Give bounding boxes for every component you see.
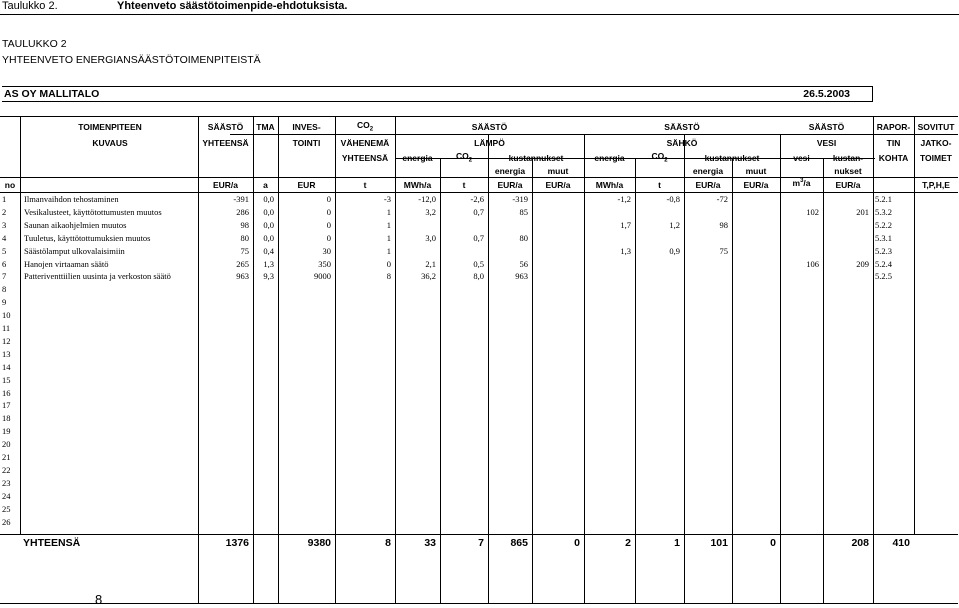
measure-description: Saunan aikaohjelmien muutos bbox=[24, 219, 127, 230]
total-lampo-kust-energia: 865 bbox=[510, 537, 528, 549]
cell-lco2: 8,0 bbox=[473, 271, 484, 282]
header-toimet: TOIMET bbox=[920, 153, 952, 163]
total-investointi: 9380 bbox=[307, 537, 331, 549]
header-rule-4 bbox=[0, 192, 958, 193]
row-number: 24 bbox=[2, 490, 11, 501]
cell-se: 1,7 bbox=[620, 219, 631, 230]
unit-m3: $m^3/a$ bbox=[792, 178, 811, 188]
unit-t-s: t bbox=[658, 180, 661, 190]
measure-description: Hanojen virtaaman säätö bbox=[24, 258, 109, 269]
header-kuvaus: KUVAUS bbox=[92, 138, 128, 148]
cell-le: 36,2 bbox=[421, 271, 436, 282]
header-l-yhteensa: YHTEENSÄ bbox=[341, 153, 389, 163]
cell-tma: 9,3 bbox=[263, 271, 274, 282]
header-s-energia: energia bbox=[594, 153, 625, 163]
cell-saasto: 75 bbox=[240, 245, 249, 256]
cell-sco2: 0,9 bbox=[669, 245, 680, 256]
cell-lco2: 0,5 bbox=[473, 258, 484, 269]
row-number: 21 bbox=[2, 452, 11, 462]
measure-description: Tuuletus, käyttötottumuksien muutos bbox=[24, 232, 151, 243]
report-section: 5.2.3 bbox=[875, 245, 892, 256]
header-l-kustannukset: kustannukset bbox=[508, 153, 564, 163]
row-number: 13 bbox=[2, 348, 11, 359]
header-tointi: TOINTI bbox=[292, 138, 321, 148]
cell-vk: 209 bbox=[856, 258, 869, 269]
row-number: 3 bbox=[2, 219, 7, 230]
col-line bbox=[584, 134, 585, 603]
header-l-kust-energia: energia bbox=[494, 166, 526, 176]
unit-eur-s2: EUR/a bbox=[743, 180, 769, 190]
report-date: 26.5.2003 bbox=[803, 88, 850, 100]
col-line bbox=[684, 134, 685, 603]
header-kohta: KOHTA bbox=[878, 153, 909, 163]
header-sovitut: SOVITUT bbox=[917, 122, 955, 132]
cell-co2: 1 bbox=[386, 206, 391, 217]
col-line bbox=[20, 117, 21, 534]
cell-co2: 0 bbox=[386, 258, 391, 269]
cell-lke: 80 bbox=[519, 232, 528, 243]
row-number: 10 bbox=[2, 310, 11, 321]
row-number: 12 bbox=[2, 335, 11, 346]
header-lampo: LÄMPÖ bbox=[474, 138, 505, 148]
unit-mwh-s: MWh/a bbox=[595, 180, 624, 190]
cell-se: -1,2 bbox=[617, 194, 631, 204]
row-number: 8 bbox=[2, 284, 7, 295]
cell-vv: 102 bbox=[806, 206, 819, 217]
table-ref: Taulukko 2. bbox=[2, 0, 58, 12]
row-number: 22 bbox=[2, 464, 11, 475]
cell-lco2: 0,7 bbox=[473, 232, 484, 243]
unit-t-l: t bbox=[462, 180, 466, 190]
cell-saasto: 265 bbox=[236, 258, 249, 269]
cell-inv: 0 bbox=[326, 206, 331, 217]
unit-t: t bbox=[363, 180, 367, 190]
cell-le: 2,1 bbox=[425, 258, 436, 269]
row-number: 9 bbox=[2, 297, 7, 308]
row-number: 17 bbox=[2, 400, 11, 411]
cell-ske: 98 bbox=[719, 219, 728, 230]
header-s-kustannukset: kustannukset bbox=[704, 153, 760, 163]
page-number: 8 bbox=[95, 592, 103, 607]
header-v-vesi: vesi bbox=[793, 153, 810, 163]
row-number: 18 bbox=[2, 413, 11, 424]
row-number: 20 bbox=[2, 439, 11, 450]
cell-le: -12,0 bbox=[418, 194, 436, 204]
col-line bbox=[873, 117, 874, 603]
row-number: 23 bbox=[2, 477, 11, 488]
cell-saasto: 963 bbox=[236, 271, 249, 282]
total-sahko-co2: 1 bbox=[674, 537, 680, 549]
total-sahko-kust-muut: 0 bbox=[770, 537, 776, 549]
cell-lke: 85 bbox=[519, 206, 528, 217]
cell-le: 3,0 bbox=[425, 232, 436, 243]
cell-tma: 0,4 bbox=[263, 245, 274, 256]
report-section: 5.2.4 bbox=[875, 258, 892, 269]
header-tin: TIN bbox=[886, 138, 901, 148]
cell-inv: 350 bbox=[318, 258, 331, 269]
cell-tma: 1,3 bbox=[263, 258, 274, 269]
header-s-kust-muut: muut bbox=[745, 166, 767, 176]
unit-eur-s1: EUR/a bbox=[695, 180, 721, 190]
cell-saasto: 286 bbox=[236, 206, 249, 217]
total-lampo-co2: 7 bbox=[478, 537, 484, 549]
cell-saasto: 80 bbox=[240, 232, 249, 243]
report-section: 5.2.2 bbox=[875, 219, 892, 230]
col-line bbox=[488, 134, 489, 603]
cell-sco2: -0,8 bbox=[666, 194, 680, 204]
measure-description: Ilmanvaihdon tehostaminen bbox=[24, 194, 119, 204]
cell-inv: 0 bbox=[326, 194, 331, 204]
row-number: 14 bbox=[2, 361, 11, 372]
cell-inv: 30 bbox=[322, 245, 331, 256]
cell-co2: 1 bbox=[386, 232, 391, 243]
header-vesi: VESI bbox=[816, 138, 837, 148]
header-rule-1 bbox=[230, 134, 958, 135]
total-lampo-energia: 33 bbox=[424, 537, 436, 549]
unit-eur-v: EUR/a bbox=[835, 180, 861, 190]
cell-lke: -319 bbox=[512, 194, 528, 204]
header-l-kust-muut: muut bbox=[547, 166, 569, 176]
cell-tma: 0,0 bbox=[263, 219, 274, 230]
cell-inv: 9000 bbox=[314, 271, 331, 282]
col-line bbox=[780, 134, 781, 603]
unit-no: no bbox=[4, 180, 16, 190]
cell-co2: 8 bbox=[386, 271, 391, 282]
cell-ske: 75 bbox=[719, 245, 728, 256]
row-number: 4 bbox=[2, 232, 7, 243]
cell-tma: 0,0 bbox=[263, 194, 274, 204]
cell-co2: 1 bbox=[386, 219, 391, 230]
header-rule bbox=[0, 14, 959, 15]
cell-co2: -3 bbox=[383, 194, 391, 204]
header-v-nukset: nukset bbox=[834, 166, 862, 176]
measure-description: Vesikalusteet, käyttötottumusten muutos bbox=[24, 206, 162, 217]
header-tma: TMA bbox=[256, 122, 275, 132]
table-title: YHTEENVETO ENERGIANSÄÄSTÖTOIMENPITEISTÄ bbox=[2, 54, 261, 66]
header-saasto-sahko: SÄÄSTÖ bbox=[664, 122, 700, 132]
header-jatko: JATKO- bbox=[920, 138, 952, 148]
header-vahenema: VÄHENEMÄ bbox=[340, 138, 390, 148]
row-number: 15 bbox=[2, 374, 11, 385]
row-number: 2 bbox=[2, 206, 7, 217]
report-section: 5.2.1 bbox=[875, 194, 892, 204]
header-s-co2: $CO_2$ bbox=[651, 151, 668, 164]
header-saasto-lampo: SÄÄSTÖ bbox=[471, 122, 508, 132]
cell-inv: 0 bbox=[326, 219, 331, 230]
header-l-energia: energia bbox=[402, 153, 433, 163]
total-saasto: 1376 bbox=[225, 537, 249, 549]
cell-sco2: 1,2 bbox=[669, 219, 680, 230]
measure-description: Säästölamput ulkovalaisimiin bbox=[24, 245, 125, 256]
cell-lke: 56 bbox=[519, 258, 528, 269]
header-rapor: RAPOR- bbox=[876, 122, 911, 132]
cell-vk: 201 bbox=[856, 206, 869, 217]
header-yhteensa: YHTEENSÄ bbox=[202, 138, 249, 148]
company-name: AS OY MALLITALO bbox=[4, 88, 100, 100]
row-number: 16 bbox=[2, 387, 11, 398]
document-title: Yhteenveto säästötoimenpide-ehdotuksista. bbox=[117, 0, 348, 12]
totals-rule bbox=[0, 534, 958, 535]
header-inves: INVES- bbox=[292, 122, 321, 132]
unit-eur-l1: EUR/a bbox=[497, 180, 523, 190]
cell-vv: 106 bbox=[806, 258, 819, 269]
row-number: 19 bbox=[2, 426, 11, 437]
header-saasto: SÄÄSTÖ bbox=[207, 122, 244, 132]
table-number: TAULUKKO 2 bbox=[2, 38, 67, 50]
total-co2: 8 bbox=[385, 537, 391, 549]
total-sahko-kust-energia: 101 bbox=[710, 537, 728, 549]
summary-table bbox=[0, 116, 958, 604]
report-section: 5.3.2 bbox=[875, 206, 892, 217]
cell-inv: 0 bbox=[326, 232, 331, 243]
report-section: 5.3.1 bbox=[875, 232, 892, 243]
cell-saasto: 98 bbox=[240, 219, 249, 230]
company-row bbox=[2, 86, 873, 102]
cell-tma: 0,0 bbox=[263, 206, 274, 217]
report-section: 5.2.5 bbox=[875, 271, 892, 282]
row-number: 6 bbox=[2, 258, 7, 269]
total-vesi-kustannukset: 208 bbox=[851, 537, 869, 549]
row-number: 26 bbox=[2, 516, 11, 527]
header-sahko: SÄHKÖ bbox=[666, 138, 698, 148]
cell-lke: 963 bbox=[515, 271, 528, 282]
header-l-co2: $CO_2$ bbox=[455, 151, 473, 164]
measure-description: Patteriventtiilien uusinta ja verkoston säätö bbox=[24, 271, 171, 282]
unit-a: a bbox=[263, 180, 268, 190]
row-number: 5 bbox=[2, 245, 7, 256]
total-lampo-kust-muut: 0 bbox=[574, 537, 580, 549]
cell-ske: -72 bbox=[716, 194, 728, 204]
totals-label: YHTEENSÄ bbox=[23, 537, 81, 549]
unit-eur: EUR bbox=[297, 180, 316, 190]
row-number: 11 bbox=[2, 323, 11, 333]
cell-le: 3,2 bbox=[425, 206, 436, 217]
header-toimenpiteen: TOIMENPITEEN bbox=[78, 122, 142, 132]
header-v-kustan: kustan- bbox=[832, 153, 864, 163]
unit-tphe: T,P,H,E bbox=[922, 180, 950, 190]
header-co2: $CO_2$ bbox=[356, 120, 374, 133]
row-number: 7 bbox=[2, 271, 7, 282]
row-number: 25 bbox=[2, 503, 11, 514]
total-value: 410 bbox=[892, 537, 910, 549]
unit-eur-l2: EUR/a bbox=[545, 180, 571, 190]
cell-tma: 0,0 bbox=[263, 232, 274, 243]
header-saasto-vesi: SÄÄSTÖ bbox=[808, 122, 845, 132]
unit-eur-a: EUR/a bbox=[212, 180, 239, 190]
header-s-kust-energia: energia bbox=[692, 166, 724, 176]
cell-saasto: -391 bbox=[233, 194, 249, 204]
cell-co2: 1 bbox=[386, 245, 391, 256]
unit-mwh-l: MWh/a bbox=[403, 180, 432, 190]
row-number: 1 bbox=[2, 194, 7, 204]
document-header bbox=[0, 0, 959, 14]
cell-lco2: 0,7 bbox=[473, 206, 484, 217]
total-sahko-energia: 2 bbox=[625, 537, 631, 549]
cell-lco2: -2,6 bbox=[470, 194, 484, 204]
cell-se: 1,3 bbox=[620, 245, 631, 256]
